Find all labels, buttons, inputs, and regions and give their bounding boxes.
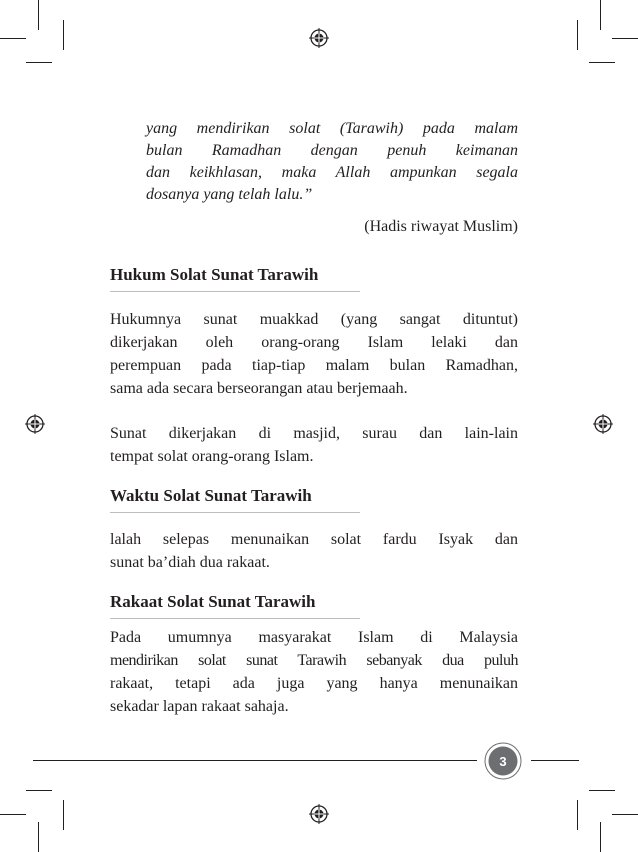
- paragraph-line: lalah selepas menunaikan solat fardu Isyak dan: [110, 531, 518, 548]
- paragraph-line: sekadar lapan rakaat sahaja.: [110, 698, 289, 715]
- crop-mark: [612, 814, 638, 815]
- heading-underline: [110, 618, 360, 619]
- section-heading: Hukum Solat Sunat Tarawih: [110, 265, 319, 284]
- paragraph-line: dikerjakan oleh orang-orang Islam lelaki dan: [110, 334, 518, 351]
- paragraph-line: mendirikan solat sunat Tarawih sebanyak dua puluh: [110, 652, 518, 669]
- paragraph-line: tempat solat orang-orang Islam.: [110, 448, 314, 465]
- crop-mark: [577, 20, 578, 50]
- paragraph: [110, 626, 518, 718]
- paragraph: [110, 422, 518, 468]
- quote-line: yang mendirikan solat (Tarawih) pada malam: [146, 120, 518, 137]
- crop-mark: [577, 800, 578, 830]
- registration-mark-icon: [593, 414, 613, 434]
- section-heading: Waktu Solat Sunat Tarawih: [110, 486, 312, 505]
- heading-underline: [110, 291, 360, 292]
- page-number-badge: [478, 740, 528, 782]
- paragraph-line: rakaat, tetapi ada juga yang hanya menunaikan: [110, 675, 518, 692]
- crop-mark: [589, 790, 615, 791]
- registration-mark-icon: [25, 414, 45, 434]
- section-heading: Rakaat Solat Sunat Tarawih: [110, 592, 316, 611]
- crop-mark: [600, 822, 601, 852]
- paragraph-line: sunat ba’diah dua rakaat.: [110, 554, 270, 571]
- paragraph-line: Sunat dikerjakan di masjid, surau dan lain-lain: [110, 425, 518, 442]
- footer-rule: [531, 760, 579, 761]
- paragraph-line: sama ada secara berseorangan atau berjemaah.: [110, 380, 408, 397]
- hadith-quote: [146, 118, 518, 206]
- paragraph-line: Pada umumnya masyarakat Islam di Malaysia: [110, 629, 518, 646]
- paragraph-line: Hukumnya sunat muakkad (yang sangat dituntut): [110, 311, 518, 328]
- crop-mark: [38, 0, 39, 30]
- quote-line: bulan Ramadhan dengan penuh keimanan: [146, 142, 518, 159]
- paragraph: [110, 528, 518, 574]
- crop-mark: [63, 800, 64, 830]
- registration-mark-icon: [309, 28, 329, 48]
- quote-line: dosanya yang telah lalu.”: [146, 186, 313, 203]
- crop-mark: [63, 20, 64, 50]
- crop-mark: [38, 822, 39, 852]
- crop-mark: [0, 38, 26, 39]
- paragraph-line: perempuan pada tiap-tiap malam bulan Ramadhan,: [110, 357, 518, 374]
- quote-attribution: (Hadis riwayat Muslim): [364, 218, 518, 235]
- page-number: 3: [499, 753, 507, 769]
- paragraph: [110, 308, 518, 400]
- crop-mark: [600, 0, 601, 30]
- quote-line: dan keikhlasan, maka Allah ampunkan segala: [146, 164, 518, 181]
- heading-underline: [110, 512, 360, 513]
- crop-mark: [0, 814, 26, 815]
- crop-mark: [26, 62, 52, 63]
- crop-mark: [26, 790, 52, 791]
- crop-mark: [612, 38, 638, 39]
- registration-mark-icon: [309, 804, 329, 824]
- crop-mark: [589, 62, 615, 63]
- footer-rule: [33, 760, 477, 761]
